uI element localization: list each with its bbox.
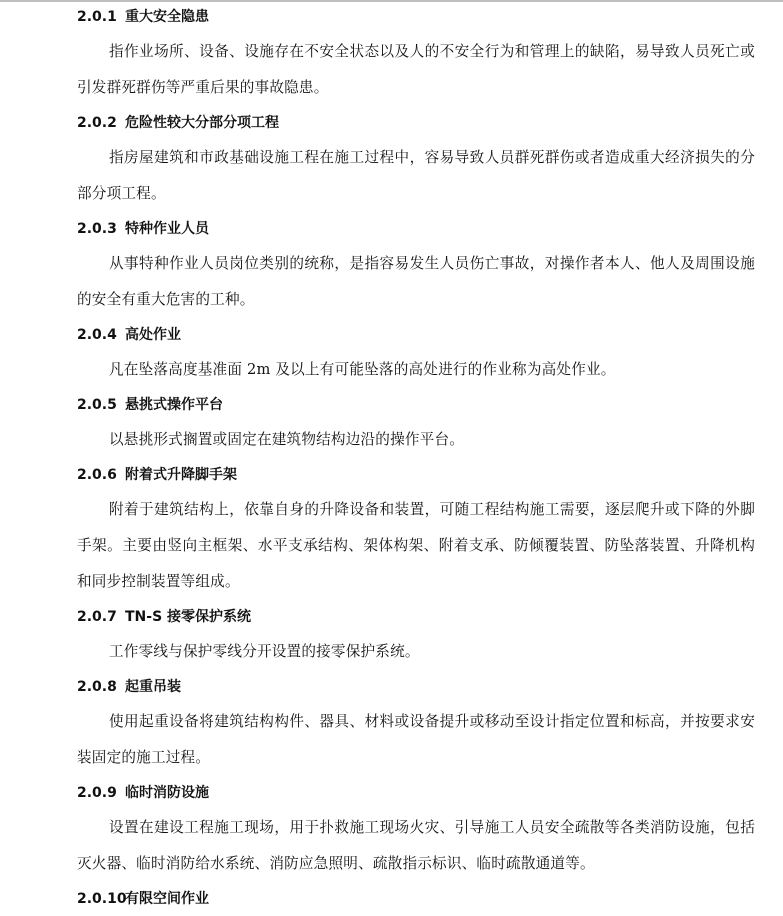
section-heading: [0, 670, 783, 704]
section-heading: [0, 388, 783, 422]
section-heading: [0, 458, 783, 492]
definition-text: 工作零线与保护零线分开设置的接零保护系统。: [109, 643, 420, 660]
section-number: 2.0.8: [77, 679, 117, 695]
section-title: 起重吊装: [125, 679, 181, 695]
definition-text: 凡在坠落高度基准面 2m 及以上有可能坠落的高处进行的作业称为高处作业。: [109, 361, 616, 378]
definition-text: 以悬挑形式搁置或固定在建筑物结构边沿的操作平台。: [109, 431, 465, 448]
section-heading: [0, 212, 783, 246]
definition-section: [0, 600, 783, 670]
definition-text: 指房屋建筑和市政基础设施工程在施工过程中，容易导致人员群死群伤或者造成重大经济损失的分部分项工程。: [77, 149, 755, 202]
section-number: 2.0.2: [77, 115, 117, 131]
section-title: 有限空间作业: [125, 891, 209, 907]
section-title: 重大安全隐患: [125, 9, 209, 25]
section-number: 2.0.5: [77, 397, 117, 413]
definition-text: 指作业场所、设备、设施存在不安全状态以及人的不安全行为和管理上的缺陷，易导致人员死亡或引发群死群伤等严重后果的事故隐患。: [77, 43, 755, 96]
section-title: 附着式升降脚手架: [125, 467, 237, 483]
definition-section: [0, 776, 783, 882]
section-title: 危险性较大分部分项工程: [125, 115, 279, 131]
definition-section: [0, 388, 783, 458]
section-title: TN-S 接零保护系统: [125, 609, 252, 625]
definition-section: [0, 0, 783, 106]
section-number: 2.0.7: [77, 609, 117, 625]
definition-section: [0, 458, 783, 600]
definition-section: [0, 212, 783, 318]
section-number: 2.0.1: [77, 9, 117, 25]
section-number: 2.0.4: [77, 327, 117, 343]
section-heading: [0, 0, 783, 34]
section-heading: [0, 106, 783, 140]
section-heading: [0, 318, 783, 352]
section-title: 特种作业人员: [125, 221, 209, 237]
definition-text: 使用起重设备将建筑结构构件、器具、材料或设备提升或移动至设计指定位置和标高，并按要求安装固定的施工过程。: [77, 713, 755, 766]
definition-section: [0, 106, 783, 212]
section-number: 2.0.10: [77, 891, 127, 907]
definition-text: 附着于建筑结构上，依靠自身的升降设备和装置，可随工程结构施工需要，逐层爬升或下降的外脚手架。主要由竖向主框架、水平支承结构、架体构架、附着支承、防倾覆装置、防坠落装置、升降机构和同步控制装置等组成。: [77, 501, 755, 590]
section-heading: [0, 776, 783, 810]
section-heading: [0, 600, 783, 634]
definition-text: 设置在建设工程施工现场，用于扑救施工现场火灾、引导施工人员安全疏散等各类消防设施，包括灭火器、临时消防给水系统、消防应急照明、疏散指示标识、临时疏散通道等。: [77, 819, 755, 872]
definition-section: [0, 670, 783, 776]
definition-section: [0, 882, 783, 916]
section-number: 2.0.3: [77, 221, 117, 237]
definition-section: [0, 318, 783, 388]
section-number: 2.0.6: [77, 467, 117, 483]
section-number: 2.0.9: [77, 785, 117, 801]
section-heading: [0, 882, 783, 916]
section-title: 高处作业: [125, 327, 181, 343]
section-title: 临时消防设施: [125, 785, 209, 801]
definition-text: 从事特种作业人员岗位类别的统称，是指容易发生人员伤亡事故，对操作者本人、他人及周围设施的安全有重大危害的工种。: [77, 255, 755, 308]
section-title: 悬挑式操作平台: [125, 397, 223, 413]
